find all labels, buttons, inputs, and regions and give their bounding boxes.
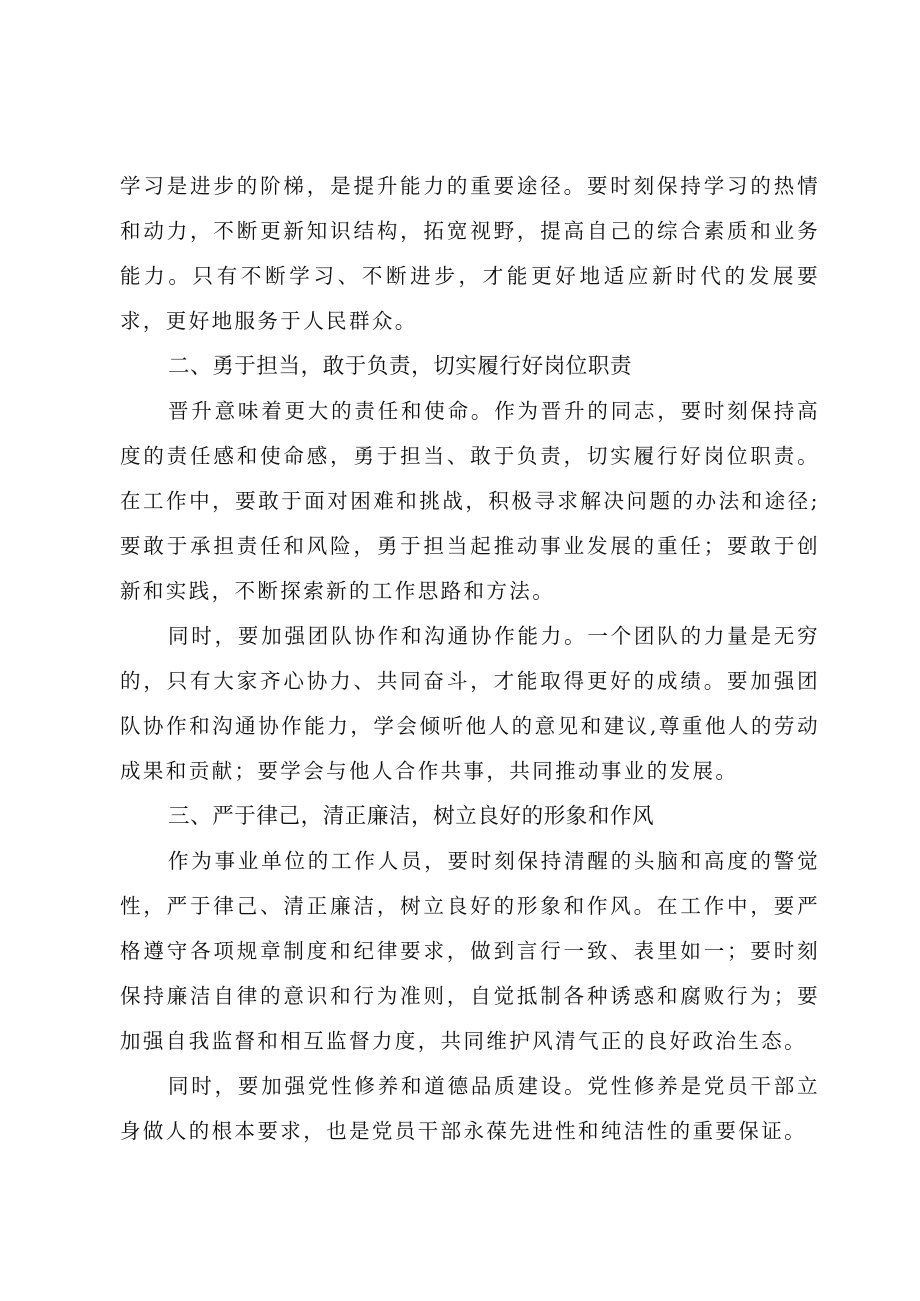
paragraph-party-cultivation: 同时，要加强党性修养和道德品质建设。党性修养是党员干部立身做人的根本要求，也是党员干部永葆先进性和纯洁性的重要保证。 bbox=[120, 1074, 820, 1143]
document-body bbox=[120, 164, 820, 1154]
paragraph-integrity: 作为事业单位的工作人员，要时刻保持清醒的头脑和高度的警觉性，严于律己、清正廉洁，树立良好的形象和作风。在工作中，要严格遵守各项规章制度和纪律要求，做到言行一致、表里如一；要时刻保持廉洁自律的意识和行为准则，自觉抵制各种诱惑和腐败行为；要加强自我监督和相互监督力度，共同维护风清气正的良好政治生态。 bbox=[120, 849, 820, 1053]
paragraph-teamwork: 同时，要加强团队协作和沟通协作能力。一个团队的力量是无穷的，只有大家齐心协力、共同奋斗，才能取得更好的成绩。要加强团队协作和沟通协作能力，学会倾听他人的意见和建议,尊重他人的劳动成果和贡献；要学会与他人合作共事，共同推动事业的发展。 bbox=[120, 624, 820, 783]
paragraph-responsibility: 晋升意味着更大的责任和使命。作为晋升的同志，要时刻保持高度的责任感和使命感，勇于担当、敢于负责，切实履行好岗位职责。在工作中，要敢于面对困难和挑战，积极寻求解决问题的办法和途径;要敢于承担责任和风险，勇于担当起推动事业发展的重任；要敢于创新和实践，不断探索新的工作思路和方法。 bbox=[120, 399, 820, 603]
section-heading-2: 二、勇于担当，敢于负责，切实履行好岗位职责 bbox=[168, 354, 633, 379]
paragraph-learning: 学习是进步的阶梯，是提升能力的重要途径。要时刻保持学习的热情和动力，不断更新知识结构，拓宽视野，提高自己的综合素质和业务能力。只有不断学习、不断进步，才能更好地适应新时代的发展要求，更好地服务于人民群众。 bbox=[120, 174, 820, 333]
section-heading-3: 三、严于律己，清正廉洁，树立良好的形象和作风 bbox=[168, 804, 655, 829]
